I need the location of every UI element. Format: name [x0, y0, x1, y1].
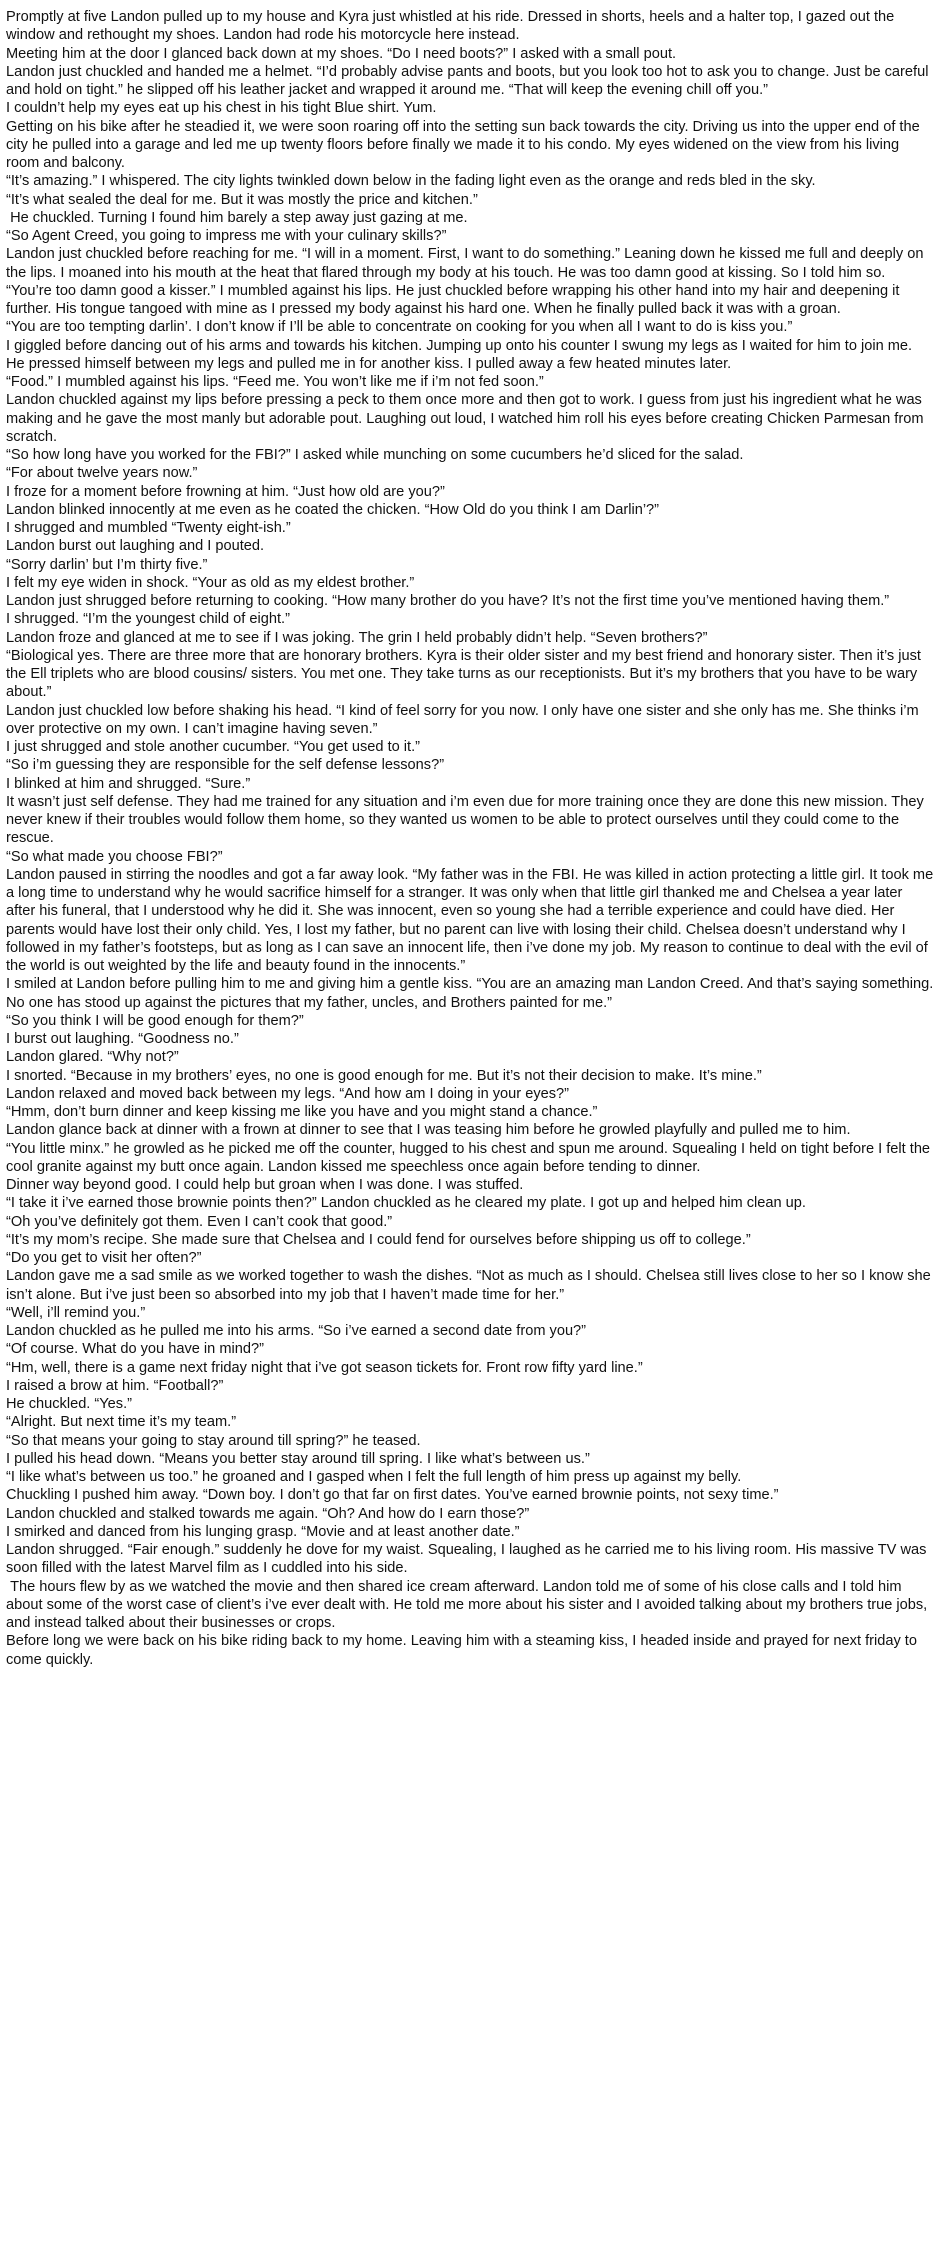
- paragraph-26: Landon froze and glanced at me to see if I was joking. The grin I held probably didn’t help. “Seven brothers?”: [6, 629, 708, 646]
- paragraph-62: I smirked and danced from his lunging grasp. “Movie and at least another date.”: [6, 1523, 520, 1540]
- paragraph-13: I giggled before dancing out of his arms and towards his kitchen. Jumping up onto his counter I swung my legs as I waited for him to join me. He pressed himself between my legs and pulled me in for another kiss. I pulled away a few heated minutes later.: [6, 337, 917, 372]
- paragraph-49: Landon gave me a sad smile as we worked together to wash the dishes. “Not as much as I should. Chelsea still lives close to her so I know she isn’t alone. But i’ve just been so absorbed into my job that I haven’t made time for her.”: [6, 1268, 935, 1303]
- paragraph-15: Landon chuckled against my lips before pressing a peck to them once more and then got to work. I guess from just his ingredient what he was making and he gave the most manly but adorable pout. Laughing out loud, I watched him roll his eyes before creating Chicken Parmesan from scratch.: [6, 392, 928, 445]
- paragraph-39: I snorted. “Because in my brothers’ eyes, no one is good enough for me. But it’s not their decision to make. It’s mine.”: [6, 1067, 762, 1084]
- paragraph-53: “Hm, well, there is a game next friday night that i’ve got season tickets for. Front row fifty yard line.”: [6, 1359, 643, 1376]
- paragraph-8: He chuckled. Turning I found him barely a step away just gazing at me.: [6, 209, 468, 226]
- paragraph-7: “It’s what sealed the deal for me. But it was mostly the price and kitchen.”: [6, 191, 478, 208]
- paragraph-32: It wasn’t just self defense. They had me trained for any situation and i’m even due for more training once they are done this new mission. They never knew if their troubles would follow them home, so they wanted us women to be able to protect ourselves until they could come to the rescue.: [6, 793, 928, 847]
- paragraph-52: “Of course. What do you have in mind?”: [6, 1341, 264, 1358]
- paragraph-25: I shrugged. “I’m the youngest child of eight.”: [6, 611, 290, 628]
- paragraph-64: The hours flew by as we watched the movie and then shared ice cream afterward. Landon told me of some of his close calls and I told him about some of the worst case of client’s i’ve ever dealt with. He told me more about his sister and I avoided talking about my brothers true jobs, and instead talked about their businesses or crops.: [6, 1578, 932, 1631]
- paragraph-18: I froze for a moment before frowning at him. “Just how old are you?”: [6, 483, 445, 500]
- paragraph-37: I burst out laughing. “Goodness no.”: [6, 1031, 239, 1047]
- paragraph-56: “Alright. But next time it’s my team.”: [6, 1414, 237, 1431]
- paragraph-43: “You little minx.” he growled as he picked me off the counter, hugged to his chest and spun me around. Squealing I held on tight before I felt the cool granite against my butt once again. Landon kissed me speechless once again before tending to dinner.: [6, 1140, 935, 1175]
- paragraph-48: “Do you get to visit her often?”: [6, 1250, 202, 1266]
- paragraph-35: I smiled at Landon before pulling him to me and giving him a gentle kiss. “You are an amazing man Landon Creed. And that’s saying something. No one has stood up against the pictures that my father, uncles, and Brothers painted for me.”: [6, 976, 938, 1011]
- paragraph-45: “I take it i’ve earned those brownie points then?” Landon chuckled as he cleared my plate. I got up and helped him clean up.: [6, 1195, 806, 1212]
- paragraph-38: Landon glared. “Why not?”: [6, 1049, 179, 1066]
- paragraph-12: “You are too tempting darlin’. I don’t know if I’ll be able to concentrate on cooking for you when all I want to do is kiss you.”: [6, 319, 793, 336]
- paragraph-36: “So you think I will be good enough for them?”: [6, 1012, 304, 1029]
- paragraph-59: “I like what’s between us too.” he groaned and I gasped when I felt the full length of him press up against my belly.: [6, 1469, 742, 1485]
- paragraph-65: Before long we were back on his bike riding back to my home. Leaving him with a steaming kiss, I headed inside and prayed for next friday to come quickly.: [6, 1633, 922, 1668]
- paragraph-5: Getting on his bike after he steadied it, we were soon roaring off into the setting sun back towards the city. Driving us into the upper end of the city he pulled into a garage and led me up twenty floors before finally we made it to his condo. My eyes widened on the view from his living room and balcony.: [6, 118, 924, 171]
- paragraph-47: “It’s my mom’s recipe. She made sure that Chelsea and I could fend for ourselves before shipping us off to college.”: [6, 1231, 751, 1248]
- paragraph-3: Landon just chuckled and handed me a helmet. “I’d probably advise pants and boots, but you look too hot to ask you to change. Just be careful and hold on tight.” he slipped off his leather jacket and wrapped it around me. “That will keep the evening chill off you.”: [6, 63, 933, 98]
- paragraph-61: Landon chuckled and stalked towards me again. “Oh? And how do I earn those?”: [6, 1505, 530, 1522]
- paragraph-63: Landon shrugged. “Fair enough.” suddenly he dove for my waist. Squealing, I laughed as he carried me to his living room. His massive TV was soon filled with the latest Marvel film as I cuddled into his side.: [6, 1542, 931, 1577]
- paragraph-4: I couldn’t help my eyes eat up his chest in his tight Blue shirt. Yum.: [6, 100, 437, 117]
- paragraph-41: “Hmm, don’t burn dinner and keep kissing me like you have and you might stand a chance.”: [6, 1104, 598, 1120]
- paragraph-57: “So that means your going to stay around till spring?” he teased.: [6, 1432, 421, 1449]
- paragraph-16: “So how long have you worked for the FBI?” I asked while munching on some cucumbers he’d sliced for the salad.: [6, 447, 744, 463]
- paragraph-19: Landon blinked innocently at me even as he coated the chicken. “How Old do you think I am Darlin’?”: [6, 501, 660, 518]
- paragraph-58: I pulled his head down. “Means you better stay around till spring. I like what’s between us.”: [6, 1450, 590, 1467]
- paragraph-54: I raised a brow at him. “Football?”: [6, 1377, 224, 1394]
- paragraph-20: I shrugged and mumbled “Twenty eight-ish.”: [6, 520, 291, 536]
- paragraph-46: “Oh you’ve definitely got them. Even I can’t cook that good.”: [6, 1213, 393, 1230]
- paragraph-28: Landon just chuckled low before shaking his head. “I kind of feel sorry for you now. I only have one sister and she only has me. She thinks i’m over protective on my own. I can’t imagine having seven.”: [6, 702, 923, 737]
- paragraph-21: Landon burst out laughing and I pouted.: [6, 538, 265, 555]
- paragraph-14: “Food.” I mumbled against his lips. “Feed me. You won’t like me if i’m not fed soon.”: [6, 374, 544, 390]
- paragraph-29: I just shrugged and stole another cucumber. “You get used to it.”: [6, 739, 421, 755]
- paragraph-51: Landon chuckled as he pulled me into his arms. “So i’ve earned a second date from you?”: [6, 1323, 587, 1339]
- paragraph-60: Chuckling I pushed him away. “Down boy. I don’t go that far on first dates. You’ve earned brownie points, not sexy time.”: [6, 1487, 779, 1504]
- paragraph-30: “So i’m guessing they are responsible for the self defense lessons?”: [6, 757, 445, 774]
- paragraph-9: “So Agent Creed, you going to impress me with your culinary skills?”: [6, 228, 447, 244]
- paragraph-1: Promptly at five Landon pulled up to my house and Kyra just whistled at his ride. Dressed in shorts, heels and a halter top, I gazed out the window and rethought my shoes. Landon had rode his motorcycle here instead.: [6, 9, 899, 44]
- paragraph-50: “Well, i’ll remind you.”: [6, 1304, 146, 1321]
- paragraph-6: “It’s amazing.” I whispered. The city lights twinkled down below in the fading light even as the orange and reds bled in the sky.: [6, 173, 816, 190]
- paragraph-44: Dinner way beyond good. I could help but groan when I was done. I was stuffed.: [6, 1177, 524, 1193]
- paragraph-31: I blinked at him and shrugged. “Sure.”: [6, 775, 251, 792]
- paragraph-10: Landon just chuckled before reaching for me. “I will in a moment. First, I want to do something.” Leaning down he kissed me full and deeply on the lips. I moaned into his mouth at the heat that flared through my body at his touch. He was too damn good at kissing. So I told him so.: [6, 246, 928, 281]
- paragraph-23: I felt my eye widen in shock. “Your as old as my eldest brother.”: [6, 574, 415, 591]
- paragraph-24: Landon just shrugged before returning to cooking. “How many brother do you have? It’s not the first time you’ve mentioned having them.”: [6, 593, 890, 609]
- paragraph-27: “Biological yes. There are three more that are honorary brothers. Kyra is their older sister and my best friend and honorary sister. Then it’s just the Ell triplets who are blood cousins/ sisters. You met one. They take turns as our receptionists. But it’s my brothers that you have to be wary about.”: [6, 647, 926, 701]
- paragraph-40: Landon relaxed and moved back between my legs. “And how am I doing in your eyes?”: [6, 1085, 569, 1102]
- paragraph-22: “Sorry darlin’ but I’m thirty five.”: [6, 556, 208, 573]
- paragraph-33: “So what made you choose FBI?”: [6, 848, 223, 865]
- paragraph-17: “For about twelve years now.”: [6, 465, 198, 482]
- paragraph-34: Landon paused in stirring the noodles and got a far away look. “My father was in the FBI. He was killed in action protecting a little girl. It took me a long time to understand why he would sacrifice himself for a stranger. It was only when that little girl thanked me and Chelsea a year later after his funeral, that I understood why he did it. She was innocent, even so young she had a terrible experience and could have died. Her parents would have lost their only child. Yes, I lost my father, but no parent can live with losing their child. Chelsea doesn’t understand why I followed in my father’s footsteps, but as long as I can save an innocent life, then i’ve done my job. My reason to continue to deal with the evil of the world is out weighted by the life and beauty found in the innocents.”: [6, 866, 938, 974]
- paragraph-2: Meeting him at the door I glanced back down at my shoes. “Do I need boots?” I asked with a small pout.: [6, 45, 677, 62]
- paragraph-11: “You’re too damn good a kisser.” I mumbled against his lips. He just chuckled before wrapping his other hand into my hair and deepening it further. His tongue tangoed with mine as I pressed my body against his hard one. When he finally pulled back it was with a groan.: [6, 282, 904, 317]
- paragraph-55: He chuckled. “Yes.”: [6, 1396, 132, 1412]
- paragraph-42: Landon glance back at dinner with a frown at dinner to see that I was teasing him before he growled playfully and pulled me to him.: [6, 1122, 851, 1139]
